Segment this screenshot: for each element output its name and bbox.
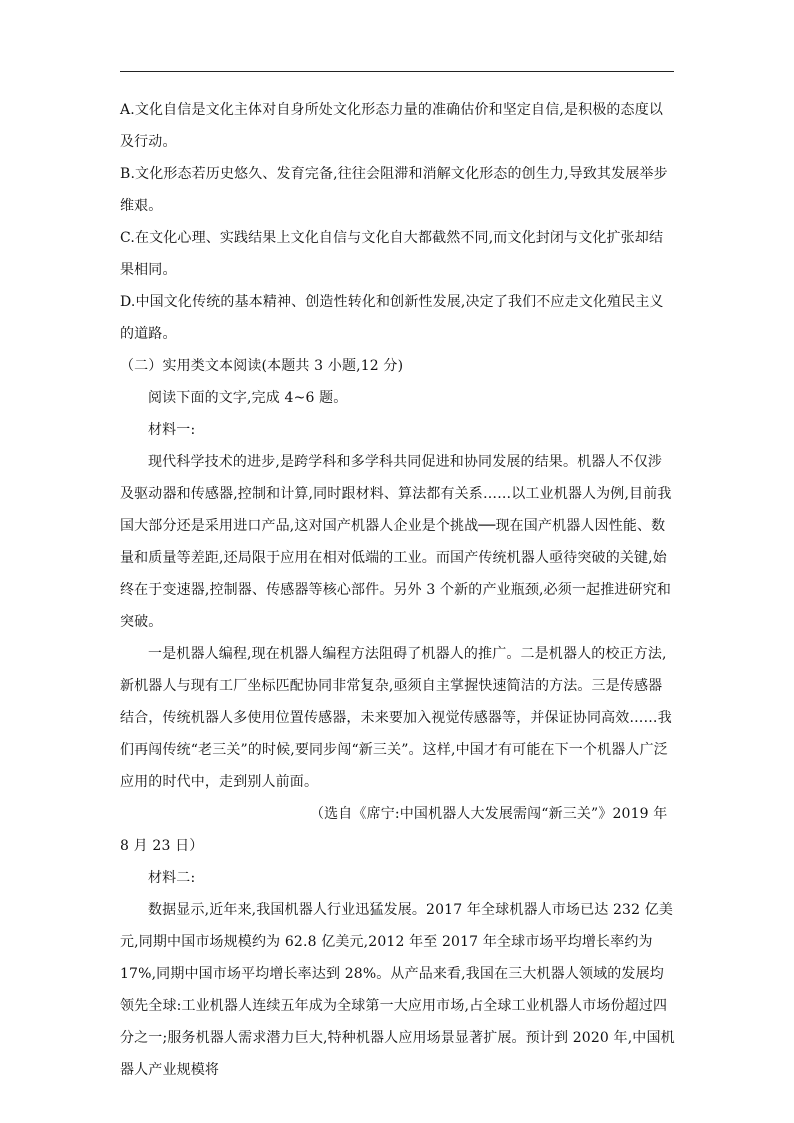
material-one-source: （选自《席宁:中国机器人大发展需闯“新三关”》2019 年 8 月 23 日）: [120, 806, 668, 854]
material-one-paragraph-2: 一是机器人编程,现在机器人编程方法阻碍了机器人的推广。二是机器人的校正方法,新机器人与现有工厂坐标匹配协同非常复杂,亟须自主掌握快速简洁的方法。三是传感器结合，传统机器人多使用位置传感器，未来要加入视觉传感器等，并保证协同高效……我们再闯传统“老三关”的时候,要同步闯“新三关”。这样,中国才有可能在下一个机器人广泛应用的时代中，走到别人前面。: [120, 646, 672, 790]
material-one-paragraph-1: 现代科学技术的进步,是跨学科和多学科共同促进和协同发展的结果。机器人不仅涉及驱动器和传感器,控制和计算,同时跟材料、算法都有关系……以工业机器人为例,目前我国大部分还是采用进口产品,这对国产机器人企业是个挑战──现在国产机器人因性能、数量和质量等差距,还局限于应用在相对低端的工业。而国产传统机器人亟待突破的关键,始终在于变速器,控制器、传感器等核心部件。另外 3 个新的产业瓶颈,必须一起推进研究和突破。: [120, 454, 672, 630]
section-instruction: 阅读下面的文字,完成 4~6 题。: [148, 390, 348, 406]
page-content: [120, 94, 675, 1086]
header-rule: [120, 71, 674, 72]
material-two-label: 材料二:: [148, 870, 196, 886]
option-c[interactable]: C.在文化心理、实践结果上文化自信与文化自大都截然不同,而文化封闭与文化扩张却结果相同。: [120, 230, 664, 278]
section-heading: （二）实用类文本阅读(本题共 3 小题,12 分): [120, 358, 404, 374]
option-a[interactable]: A.文化自信是文化主体对自身所处文化形态力量的准确估价和坚定自信,是积极的态度以及行动。: [120, 102, 664, 150]
material-one-label: 材料一:: [148, 422, 196, 438]
option-d[interactable]: D.中国文化传统的基本精神、创造性转化和创新性发展,决定了我们不应走文化殖民主义的道路。: [120, 294, 664, 342]
option-b[interactable]: B.文化形态若历史悠久、发育完备,往往会阻滞和消解文化形态的创生力,导致其发展举步维艰。: [120, 166, 668, 214]
material-two-paragraph-1: 数据显示,近年来,我国机器人行业迅猛发展。2017 年全球机器人市场已达 232 亿美元,同期中国市场规模约为 62.8 亿美元,2012 年至 2017 年全球市场平均增长率约为 17%,同期中国市场平均增长率达到 28%。从产品来看,我国在三大机器人领域的发展均领先全球:工业机器人连续五年成为全球第一大应用市场,占全球工业机器人市场份超过四分之一;服务机器人需求潜力巨大,特种机器人应用场景显著扩展。预计到 2020 年,中国机器人产业规模将: [120, 902, 675, 1078]
